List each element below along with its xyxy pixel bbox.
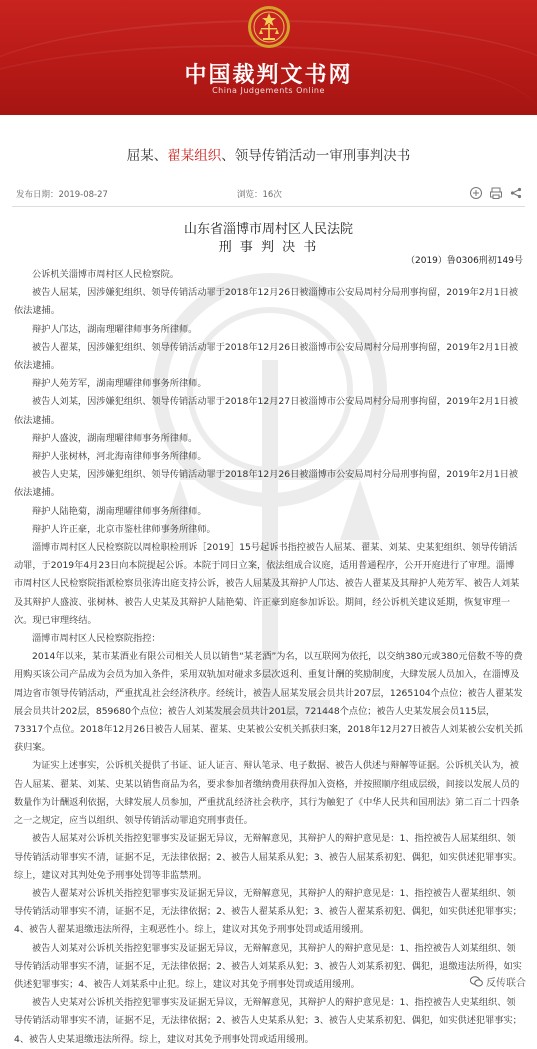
site-header-banner bbox=[0, 0, 537, 115]
wechat-watermark bbox=[467, 973, 529, 990]
paragraph: 被告人屈某对公诉机关指控犯罪事实及证据无异议，无辩解意见，其辩护人的辩护意见是：1、指控被告人屈某组织、领导传销活动罪事实不清，证据不足，无法律依据；2、被告人屈某系从犯；3、被告人屈某系初犯、偶犯，如实供述犯罪事实。综上，建议对其判处免予刑事处罚等非监禁刑。 bbox=[14, 833, 522, 881]
title-suffix: 、领导传销活动一审刑事判决书 bbox=[221, 148, 411, 164]
site-title[interactable]: 中国裁判文书网 bbox=[184, 63, 353, 88]
court-emblem-icon bbox=[246, 4, 292, 50]
title-prefix: 屈某、 bbox=[126, 148, 168, 164]
paragraph: 被告人史某，因涉嫌犯组织、领导传销活动罪于2018年12月26日被淄博市公安局周村分局刑事拘留，2019年2月1日被依法逮捕。 bbox=[14, 469, 519, 499]
wechat-icon bbox=[470, 976, 483, 987]
toolbar bbox=[469, 186, 523, 200]
document-type: 刑 事 判 决 书 bbox=[218, 240, 319, 255]
paragraph: 为证实上述事实，公诉机关提供了书证、证人证言、辩认笔录、电子数据、被告人供述与辩解等证据。公诉机关认为，被告人屈某、翟某、刘某、史某以销售商品为名，要求参加者缴纳费用获得加入资格，并按照顺序组成层级，间接以发展人员的数量作为计酬返利依据，大肆发展人员参加，严重扰乱经济社会秩序，其行为触犯了《中华人民共和国刑法》第二百二十四条之一之规定，应当以组织、领导传销活动罪追究刑事责任。 bbox=[14, 760, 520, 827]
paragraph: 辩护人许正豪，北京市鉴杜律师事务所律师。 bbox=[32, 523, 216, 535]
judgment-body bbox=[14, 266, 523, 1049]
view-count: 浏览：16次 bbox=[237, 190, 282, 200]
paragraph: 被告人翟某对公诉机关指控犯罪事实及证据无异议，无辩解意见，其辩护人的辩护意见是：1、指控被告人翟某组织、领导传销活动罪事实不清，证据不足，无法律依据；2、被告人翟某系从犯；3、被告人翟某系初犯、偶犯，如实供述犯罪事实；4、被告人翟某退缴违法所得，主观恶性小。综上，建议对其免予刑事处罚或适用缓刑。 bbox=[14, 887, 522, 936]
share-icon[interactable] bbox=[509, 186, 523, 200]
paragraph: 被告人刘某，因涉嫌犯组织、领导传销活动罪于2018年12月27日被淄博市公安局周村分局刑事拘留，2019年2月1日被依法逮捕。 bbox=[14, 396, 519, 426]
paragraph: 被告人刘某对公诉机关指控犯罪事实及证据无异议，无辩解意见，其辩护人的辩护意见是：1、指控被告人刘某组织、领导传销活动罪事实不清，证据不足，无法律依据；2、被告人刘某系从犯；3、被告人刘某系初犯、偶犯，退缴违法所得，如实供述犯罪事实；4、被告人刘某系中止犯。综上，建议对其免予刑事处罚或适用缓刑。 bbox=[14, 942, 522, 990]
paragraph: 淄博市周村区人民检察院以周检职检刑诉［2019］15号起诉书指控被告人屈某、翟某、刘某、史某犯组织、领导传销活动罪，于2019年4月23日向本院提起公诉。本院于同日立案，依法组成合议庭，适用普通程序，公开开庭进行了审理。淄博市周村区人民检察院指派检察员张涛出庭支持公诉，被告人屈某及其辩护人邝达、被告人翟某及其辩护人苑芳军、被告人刘某及其辩护人盛波、张树林、被告人史某及其辩护人陆艳菊、许正豪到庭参加诉讼。期间，经公诉机关建议延期，恢复审理一次。现已审理终结。 bbox=[14, 542, 520, 626]
court-name: 山东省淄博市周村区人民法院 bbox=[183, 222, 353, 237]
site-subtitle: China Judgements Online bbox=[212, 86, 325, 95]
paragraph: 2014年以来，某市某酒业有限公司相关人员以销售“某老酒”为名，以互联网为依托，以交纳380元或380元倍数不等的费用购买该公司产品成为会员为加入条件，采用双轨加对碰求多层次返利、重复计酬的奖励制度，大肆发展人员加入，在淄博及周边省市领导传销活动，严重扰乱社会经济秩序。经统计，被告人屈某发展会员共计207层，1265104个点位；被告人翟某发展会员共计202层，859680个点位；被告人刘某发展会员共计201层，721448个点位；被告人史某发展会员115层，73317个点位。2018年12月26日被告人屈某、翟某、史某被公安机关抓获归案，2018年12月27日被告人刘某被公安机关抓获归案。 bbox=[14, 651, 523, 754]
paragraph: 辩护人邝达，湖南理曜律师事务所律师。 bbox=[32, 323, 198, 335]
paragraph: 被告人史某对公诉机关指控犯罪事实及证据无异议，无辩解意见，其辩护人的辩护意见是：1、指控被告人史某组织、领导传销活动罪事实不清，证据不足，无法律依据；2、被告人史某系从犯；3、被告人史某系初犯、偶犯，如实供述犯罪事实；4、被告人史某退缴违法所得。综上，建议对其免予刑事处罚或适用缓刑。 bbox=[14, 997, 522, 1045]
paragraph: 辩护人张树林，河北海南律师事务所律师。 bbox=[32, 451, 207, 463]
meta-row bbox=[12, 182, 525, 207]
paragraph: 被告人屈某，因涉嫌犯组织、领导传销活动罪于2018年12月26日被淄博市公安局周村分局刑事拘留，2019年2月1日被依法逮捕。 bbox=[14, 287, 519, 317]
paragraph: 辩护人苑芳军，湖南理曜律师事务所律师。 bbox=[32, 378, 207, 390]
paragraph: 公诉机关淄博市周村区人民检察院。 bbox=[32, 269, 179, 280]
case-number: （2019）鲁0306刑初149号 bbox=[406, 256, 523, 266]
publish-date: 发布日期：2019-08-27 bbox=[16, 190, 108, 200]
wechat-account-name: 反传联合 bbox=[486, 978, 526, 989]
print-icon[interactable] bbox=[489, 186, 503, 200]
collect-icon[interactable] bbox=[469, 186, 483, 200]
paragraph: 辩护人陆艳菊，湖南理曜律师事务所律师。 bbox=[32, 505, 207, 517]
paragraph: 被告人翟某，因涉嫌犯组织、领导传销活动罪于2018年12月26日被淄博市公安局周村分局刑事拘留，2019年2月1日被依法逮捕。 bbox=[14, 341, 519, 372]
paragraph: 辩护人盛波，湖南理曜律师事务所律师。 bbox=[32, 432, 198, 444]
paragraph: 淄博市周村区人民检察院指控： bbox=[32, 633, 161, 645]
judgment-title bbox=[0, 144, 537, 164]
title-highlight[interactable]: 翟某组织 bbox=[167, 148, 222, 164]
